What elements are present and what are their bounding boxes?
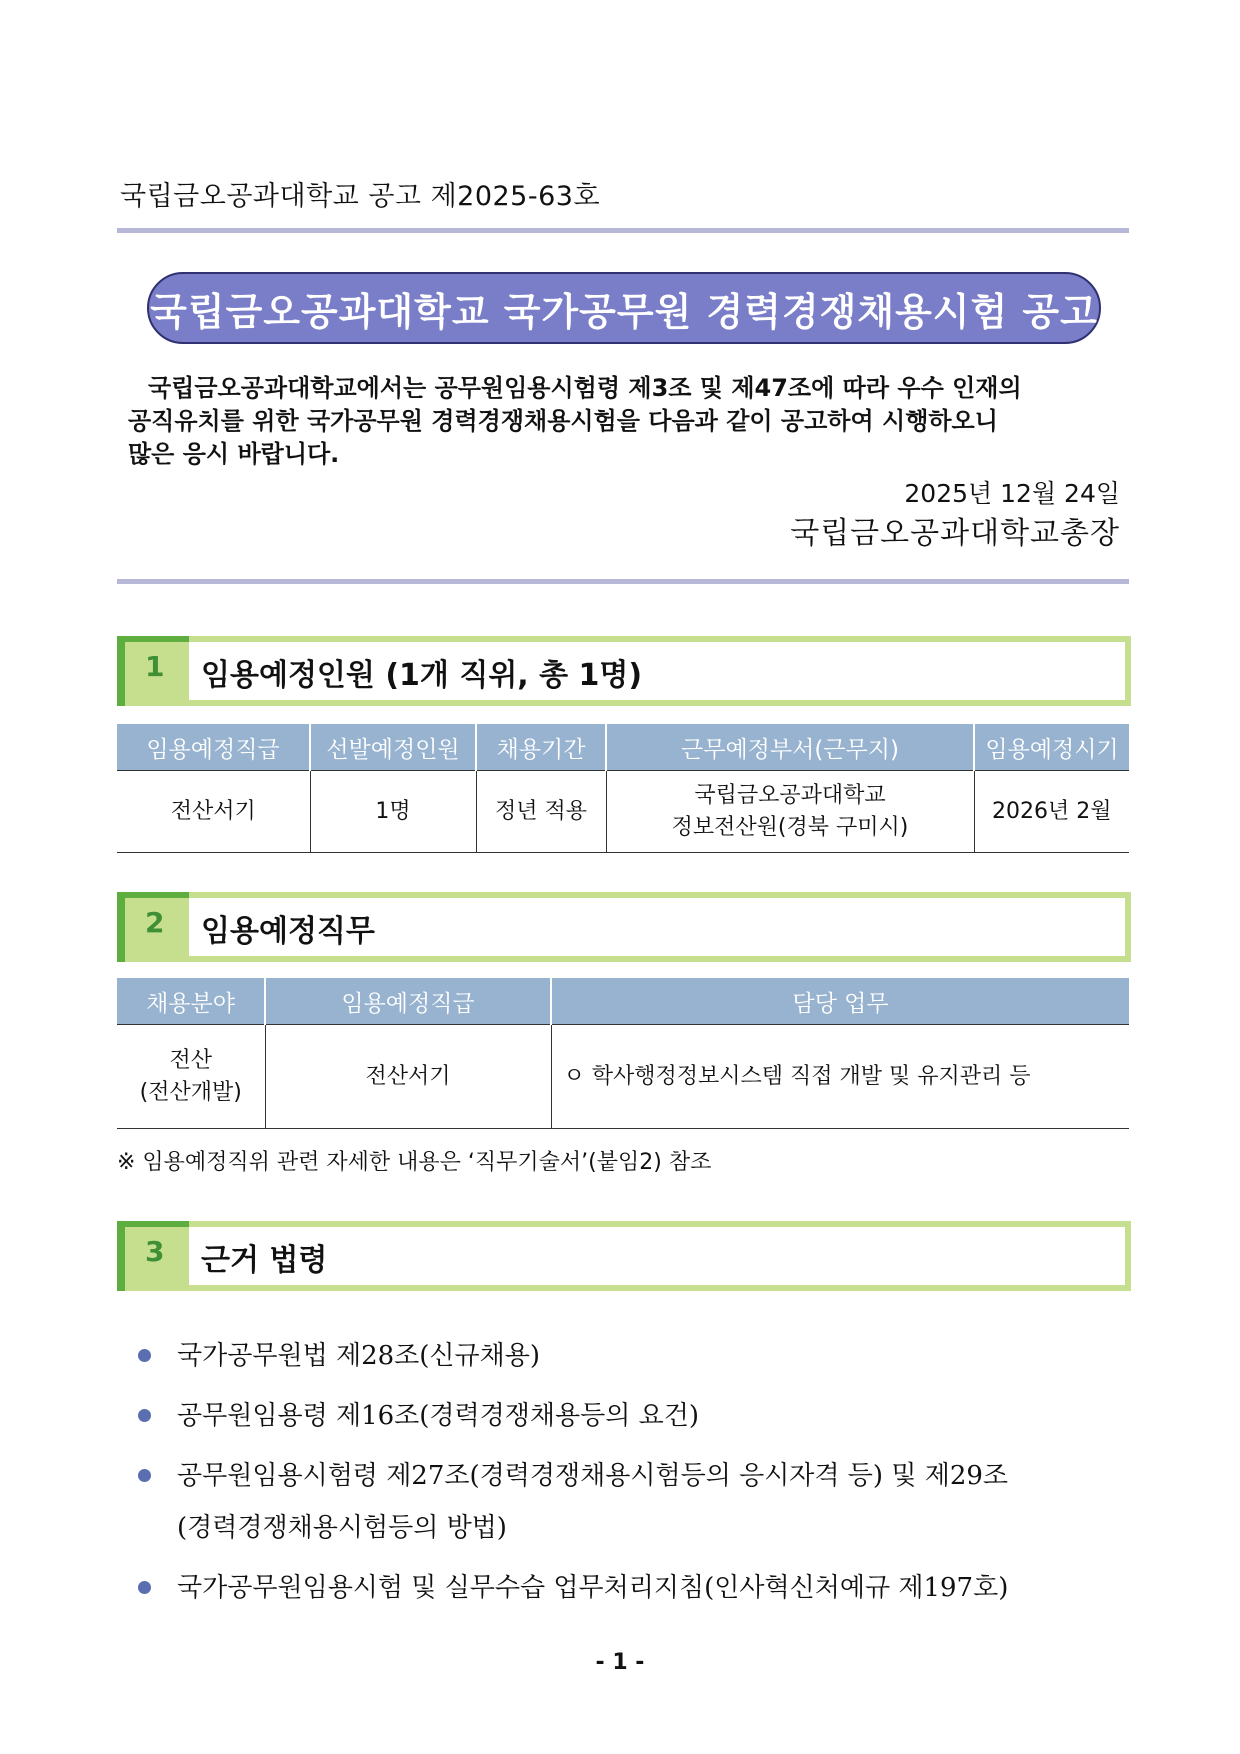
column-header: 임용예정시기 — [974, 724, 1129, 771]
department-name: 국립금오공과대학교 — [694, 782, 886, 808]
table-row — [117, 1025, 1129, 1129]
cell-period: 정년 적용 — [476, 771, 606, 853]
section-number: 2 — [145, 906, 165, 939]
section-number: 1 — [145, 650, 165, 683]
field-name: 전산 — [169, 1047, 212, 1073]
section-title: 근거 법령 — [201, 1243, 328, 1278]
cell-department — [606, 771, 974, 853]
bullet-icon — [138, 1469, 151, 1482]
list-item: 국가공무원법 제28조(신규채용) — [135, 1330, 1135, 1382]
section-header-1 — [117, 636, 1131, 706]
list-item-continuation: (경력경쟁채용시험등의 방법) — [177, 1513, 507, 1543]
list-item: 공무원임용령 제16조(경력경쟁채용등의 요건) — [135, 1390, 1135, 1442]
field-detail: (전산개발) — [139, 1079, 242, 1105]
bullet-icon — [138, 1409, 151, 1422]
cell-duty: ㅇ 학사행정정보시스템 직접 개발 및 유지관리 등 — [551, 1025, 1129, 1129]
list-item: 공무원임용시험령 제27조(경력경쟁채용시험등의 응시자격 등) 및 제29조 — [135, 1450, 1135, 1502]
intro-line: 공직유치를 위한 국가공무원 경력경쟁채용시험을 다음과 같이 공고하여 시행하오니 — [128, 407, 998, 435]
column-header: 선발예정인원 — [310, 724, 476, 771]
column-header: 근무예정부서(근무지) — [606, 724, 974, 771]
intro-line: 많은 응시 바랍니다. — [128, 440, 340, 468]
column-header: 임용예정직급 — [117, 724, 310, 771]
notice-date: 2025년 12월 24일 — [904, 479, 1120, 508]
section-header-2 — [117, 892, 1131, 962]
column-header: 담당 업무 — [551, 978, 1129, 1025]
legal-basis-list — [135, 1330, 1135, 1614]
bullet-icon — [138, 1349, 151, 1362]
cell-grade: 전산서기 — [265, 1025, 551, 1129]
section-title: 임용예정직무 — [201, 914, 375, 949]
staffing-table — [117, 724, 1129, 853]
reference-note: ※ 임용예정직위 관련 자세한 내용은 ‘직무기술서’(붙임2) 참조 — [117, 1150, 712, 1175]
department-location: 정보전산원(경북 구미시) — [671, 814, 909, 840]
divider-bottom — [117, 579, 1129, 584]
duty-table — [117, 978, 1129, 1129]
section-title: 임용예정인원 (1개 직위, 총 1명) — [201, 658, 643, 693]
column-header: 채용분야 — [117, 978, 265, 1025]
intro-paragraph — [128, 372, 1118, 471]
table-row — [117, 771, 1129, 853]
cell-count: 1명 — [310, 771, 476, 853]
section-number: 3 — [145, 1235, 165, 1268]
notice-number: 국립금오공과대학교 공고 제2025-63호 — [120, 181, 601, 212]
cell-grade: 전산서기 — [117, 771, 310, 853]
page-number: - 1 - — [595, 1650, 645, 1675]
section-header-3 — [117, 1221, 1131, 1291]
list-item: 국가공무원임용시험 및 실무수습 업무처리지침(인사혁신처예규 제197호) — [135, 1562, 1135, 1614]
intro-line: 국립금오공과대학교에서는 공무원임용시험령 제3조 및 제47조에 따라 우수 인재의 — [148, 374, 1022, 402]
column-header: 채용기간 — [476, 724, 606, 771]
page-title: 국립금오공과대학교 국가공무원 경력경쟁채용시험 공고 — [150, 289, 1098, 334]
cell-field — [117, 1025, 265, 1129]
issuer-name: 국립금오공과대학교총장 — [790, 516, 1120, 551]
column-header: 임용예정직급 — [265, 978, 551, 1025]
cell-start: 2026년 2월 — [974, 771, 1129, 853]
bullet-icon — [138, 1581, 151, 1594]
title-banner — [147, 272, 1101, 344]
divider-top — [117, 228, 1129, 233]
